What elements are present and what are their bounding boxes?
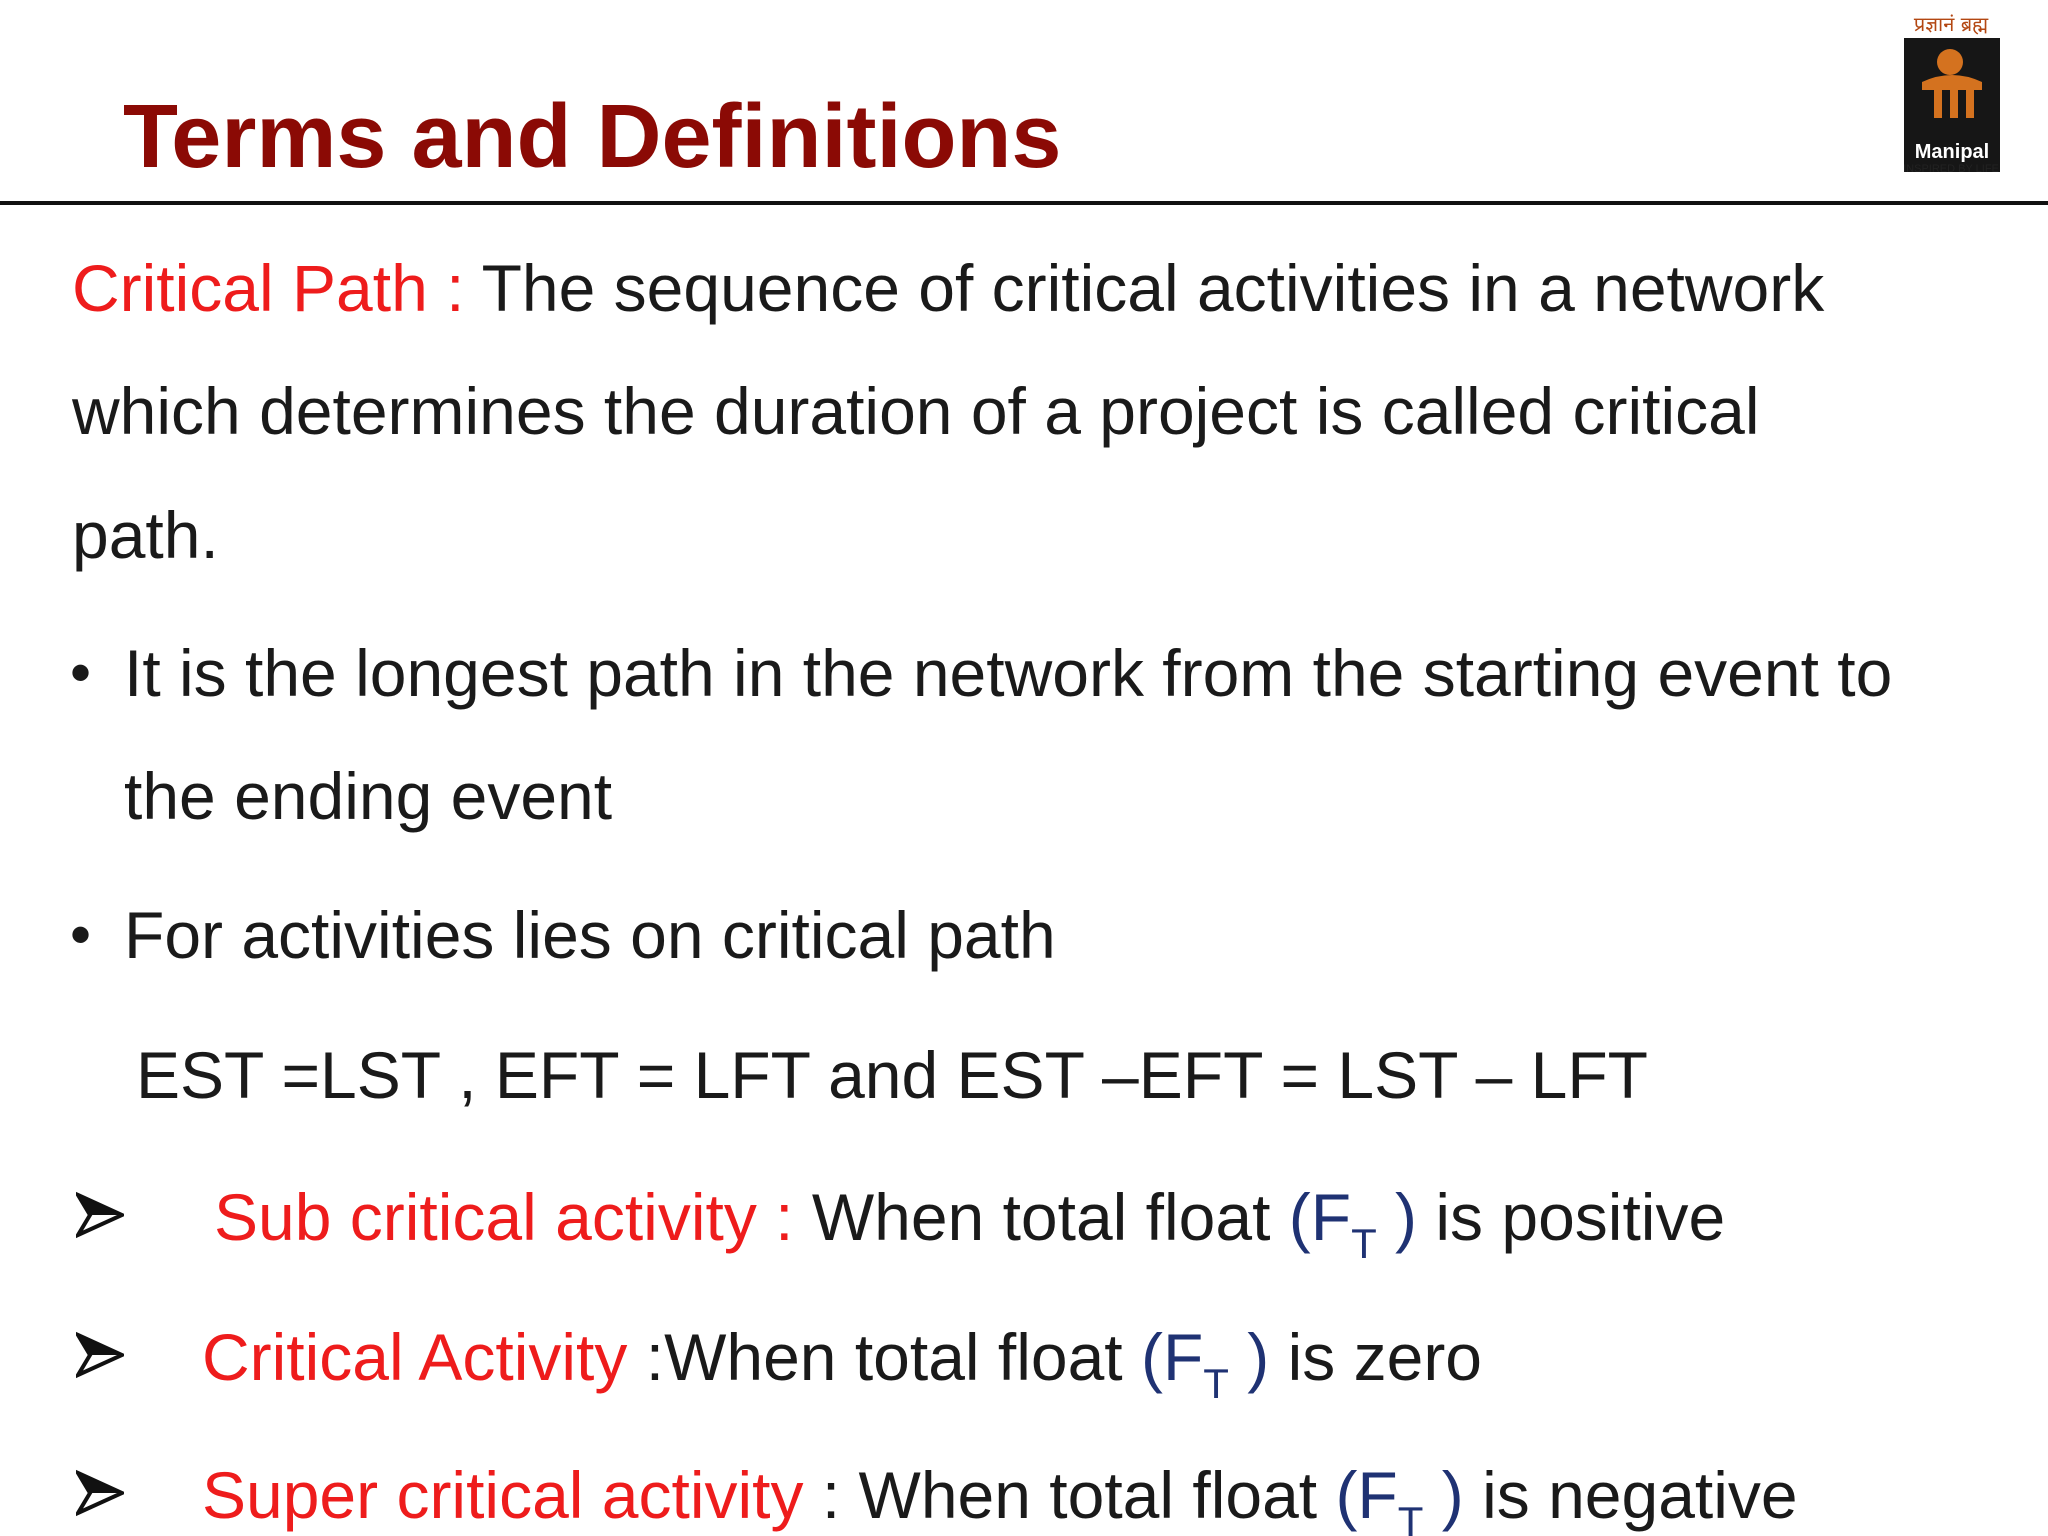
manipal-logo (1892, 14, 2010, 184)
float-subscript: T (1351, 1220, 1377, 1267)
float-symbol-open: (F (1288, 1180, 1352, 1254)
logo-emblem (1904, 38, 2000, 172)
float-symbol-close: ) (1423, 1458, 1464, 1532)
definition-line-2: which determines the duration of a project is called critical (72, 374, 1760, 448)
logo-tagline: INSPIRED BY LIFE (1903, 163, 1999, 175)
arrow-item-term: Super critical activity (202, 1458, 804, 1532)
arrow-item-sub-critical (214, 1180, 1726, 1267)
arrow-item-desc: When total float (793, 1180, 1289, 1254)
arrow-item-super-critical (202, 1458, 1798, 1536)
arrow-item-term: Critical Activity (202, 1320, 628, 1394)
bullet-1-line-2: the ending event (124, 759, 613, 833)
definition-line-3: path. (72, 498, 219, 572)
arrow-item-critical (202, 1320, 1483, 1407)
arrow-item-result: is positive (1417, 1180, 1726, 1254)
definition-term: Critical Path : (72, 251, 465, 325)
arrow-bullet-icon (76, 1469, 124, 1517)
bullet-1-line-1: It is the longest path in the network from the starting event to (124, 636, 1893, 710)
definition-line-1 (72, 251, 1825, 325)
arrow-item-desc: : When total float (803, 1458, 1336, 1532)
logo-name: Manipal (1914, 141, 1990, 163)
float-subscript: T (1203, 1360, 1229, 1407)
arrow-item-term: Sub critical activity : (214, 1180, 794, 1254)
float-symbol-open: (F (1141, 1320, 1204, 1394)
bullet-2-line-1: For activities lies on critical path (124, 898, 1056, 972)
logo-sanskrit-motto: प्रज्ञानं ब्रह्म (1913, 12, 1989, 36)
arrow-item-desc: :When total float (627, 1320, 1141, 1394)
float-symbol-close: ) (1376, 1180, 1418, 1254)
arrow-bullet-icon (76, 1191, 124, 1239)
float-symbol-close: ) (1228, 1320, 1270, 1394)
bullet-dot: • (70, 901, 92, 968)
equation: EST =LST , EFT = LFT and EST –EFT = LST – LFT (136, 1038, 1648, 1112)
arrow-bullet-icon (76, 1331, 124, 1379)
bullet-dot: • (70, 639, 92, 706)
slide-title: Terms and Definitions (123, 87, 1062, 187)
arrow-item-result: is zero (1269, 1320, 1483, 1394)
logo-emblem-icon (1904, 38, 2000, 138)
title-divider (0, 201, 2048, 205)
definition-text-1: The sequence of critical activities in a network (464, 251, 1825, 325)
float-symbol-open: (F (1335, 1458, 1398, 1532)
arrow-item-result: is negative (1463, 1458, 1798, 1532)
float-subscript: T (1397, 1498, 1424, 1536)
